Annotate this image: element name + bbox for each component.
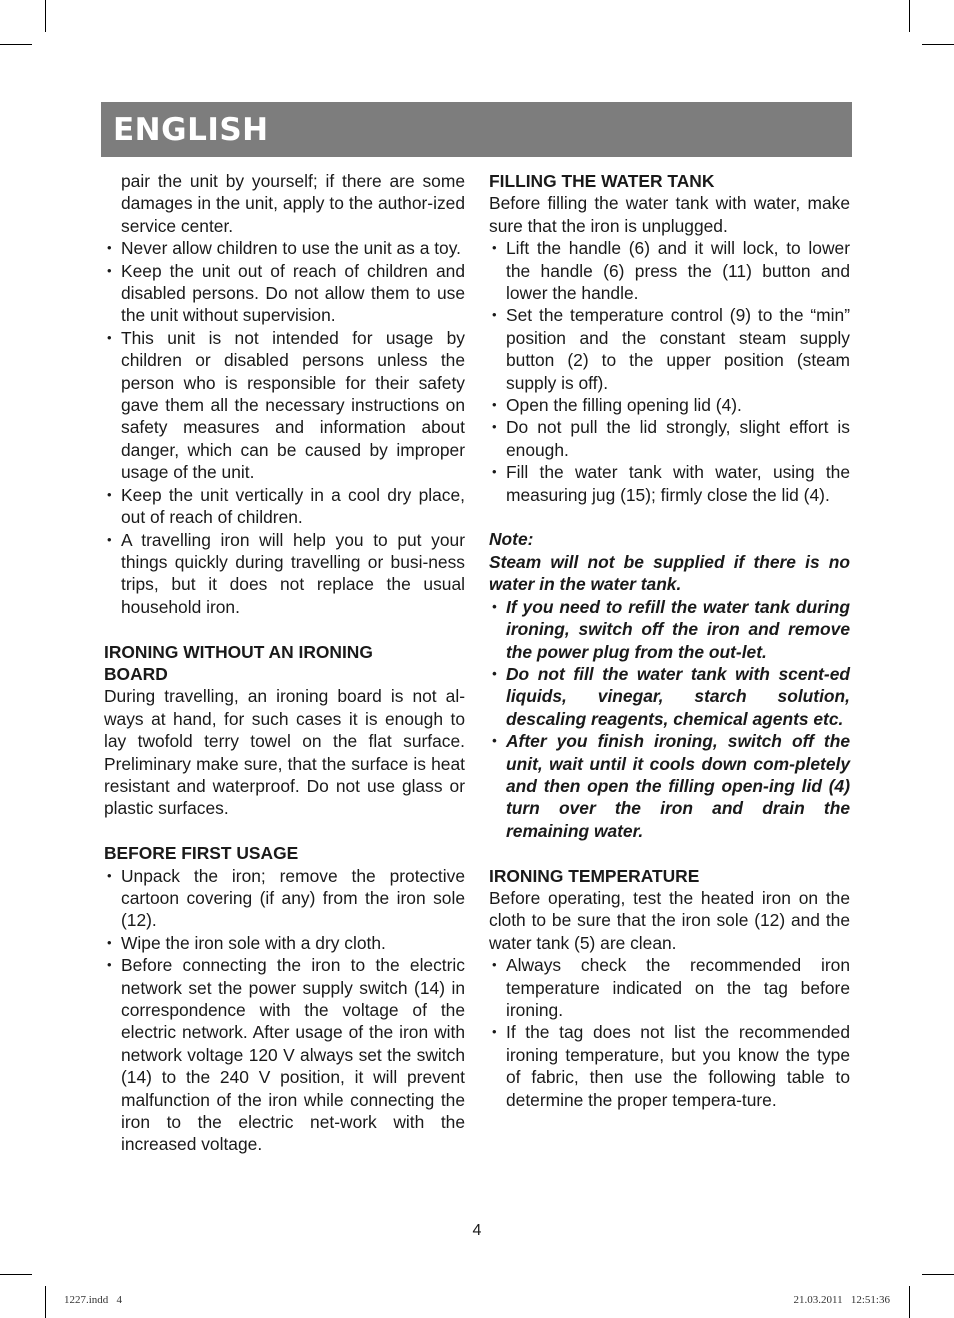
- filling-text: Before filling the water tank with water, make sure that the iron is unplugged.: [489, 193, 850, 236]
- crop-mark: [922, 1274, 954, 1275]
- crop-mark: [45, 0, 46, 32]
- list-item: • Lift the handle (6) and it will lock, to lower the handle (6) press the (11) button and lower the handle.: [489, 237, 850, 304]
- file-slug: 1227.indd 4: [64, 1294, 123, 1306]
- section-heading-ironing-temperature: IRONING TEMPERATURE: [489, 865, 700, 886]
- temperature-text: Before operating, test the heated iron on the cloth to be sure that the iron sole (12) and the water tank (5) are clean.: [489, 887, 850, 953]
- list-item: • Do not pull the lid strongly, slight effort is enough.: [489, 416, 850, 461]
- crop-mark: [0, 44, 32, 45]
- section-heading-filling-water-tank: FILLING THE WATER TANK: [489, 171, 715, 191]
- list-item: • Wipe the iron sole with a dry cloth.: [104, 932, 465, 954]
- crop-mark: [0, 1274, 32, 1275]
- list-item: • Keep the unit out of reach of children and disabled persons. Do not allow them to use the unit without supervision.: [104, 260, 465, 327]
- list-item: • After you finish ironing, switch off the unit, wait until it cools down com-pletely and then open the filling open-ing lid (4) turn over the iron and drain the remaining water.: [489, 730, 850, 842]
- list-item: • Never allow children to use the unit as a toy.: [104, 237, 465, 259]
- crop-mark: [909, 1286, 910, 1318]
- list-item: • If the tag does not list the recommended ironing temperature, but you know the type of fabric, then use the following table to determine the proper tempera-ture.: [489, 1021, 850, 1111]
- date-slug: 21.03.2011 12:51:36: [793, 1294, 890, 1306]
- list-item: • Set the temperature control (9) to the “min” position and the constant steam supply button (2) to the upper position (steam supply is off).: [489, 304, 850, 394]
- left-column: [104, 170, 465, 1156]
- filling-list: [489, 237, 850, 506]
- list-item: • Before connecting the iron to the electric network set the power supply switch (14) in correspondence with the voltage of the electric network. After usage of the iron with network voltage 120 V always set the switch (14) to the 240 V position, it will prevent malfunction of the iron while connecting the iron to the electric net-work with the increased voltage.: [104, 954, 465, 1156]
- language-title: ENGLISH: [113, 112, 269, 148]
- intro-continuation: pair the unit by yourself; if there are some damages in the unit, apply to the author-ized service center.: [121, 171, 465, 236]
- note-title: Note:: [489, 529, 534, 550]
- list-item: • Open the filling opening lid (4).: [489, 394, 850, 416]
- language-header-bar: [101, 102, 852, 157]
- crop-mark: [45, 1286, 46, 1318]
- list-item: • Always check the recommended iron temperature indicated on the tag before ironing.: [489, 954, 850, 1021]
- temperature-list: [489, 954, 850, 1111]
- page-number: 4: [472, 1222, 482, 1239]
- section-heading-ironing-without-board: IRONING WITHOUT AN IRONING BOARD: [104, 641, 373, 684]
- list-item: • Keep the unit vertically in a cool dry place, out of reach of children.: [104, 484, 465, 529]
- list-item: • This unit is not intended for usage by children or disabled persons unless the person who is responsible for their safety gave them all the necessary instructions on safety measures and information about danger, which can be caused by improper usage of the unit.: [104, 327, 465, 484]
- list-item: • Do not fill the water tank with scent-ed liquids, vinegar, starch solution, descaling reagents, chemical agents etc.: [489, 663, 850, 730]
- safety-list: [104, 237, 465, 618]
- list-item: • If you need to refill the water tank during ironing, switch off the iron and remove the power plug from the out-let.: [489, 596, 850, 663]
- crop-mark: [922, 44, 954, 45]
- list-item: • A travelling iron will help you to put your things quickly during travelling or busi-ness trips, but it does not replace the usual household iron.: [104, 529, 465, 619]
- section-heading-before-first-usage: BEFORE FIRST USAGE: [104, 843, 299, 864]
- right-column: [489, 170, 850, 1111]
- list-item: • Fill the water tank with water, using the measuring jug (15); firmly close the lid (4).: [489, 461, 850, 506]
- before-first-usage-list: [104, 865, 465, 1156]
- note-text: Steam will not be supplied if there is no water in the water tank.: [489, 551, 850, 595]
- note-list: [489, 596, 850, 842]
- list-item: • Unpack the iron; remove the protective cartoon covering (if any) from the iron sole (12).: [104, 865, 465, 932]
- crop-mark: [909, 0, 910, 32]
- ironing-without-board-text: During travelling, an ironing board is not al-ways at hand, for such cases it is enough to lay twofold terry towel on the flat surface. Preliminary make sure, that the surface is heat resistant and waterproof. Do not use glass or plastic surfaces.: [104, 686, 465, 819]
